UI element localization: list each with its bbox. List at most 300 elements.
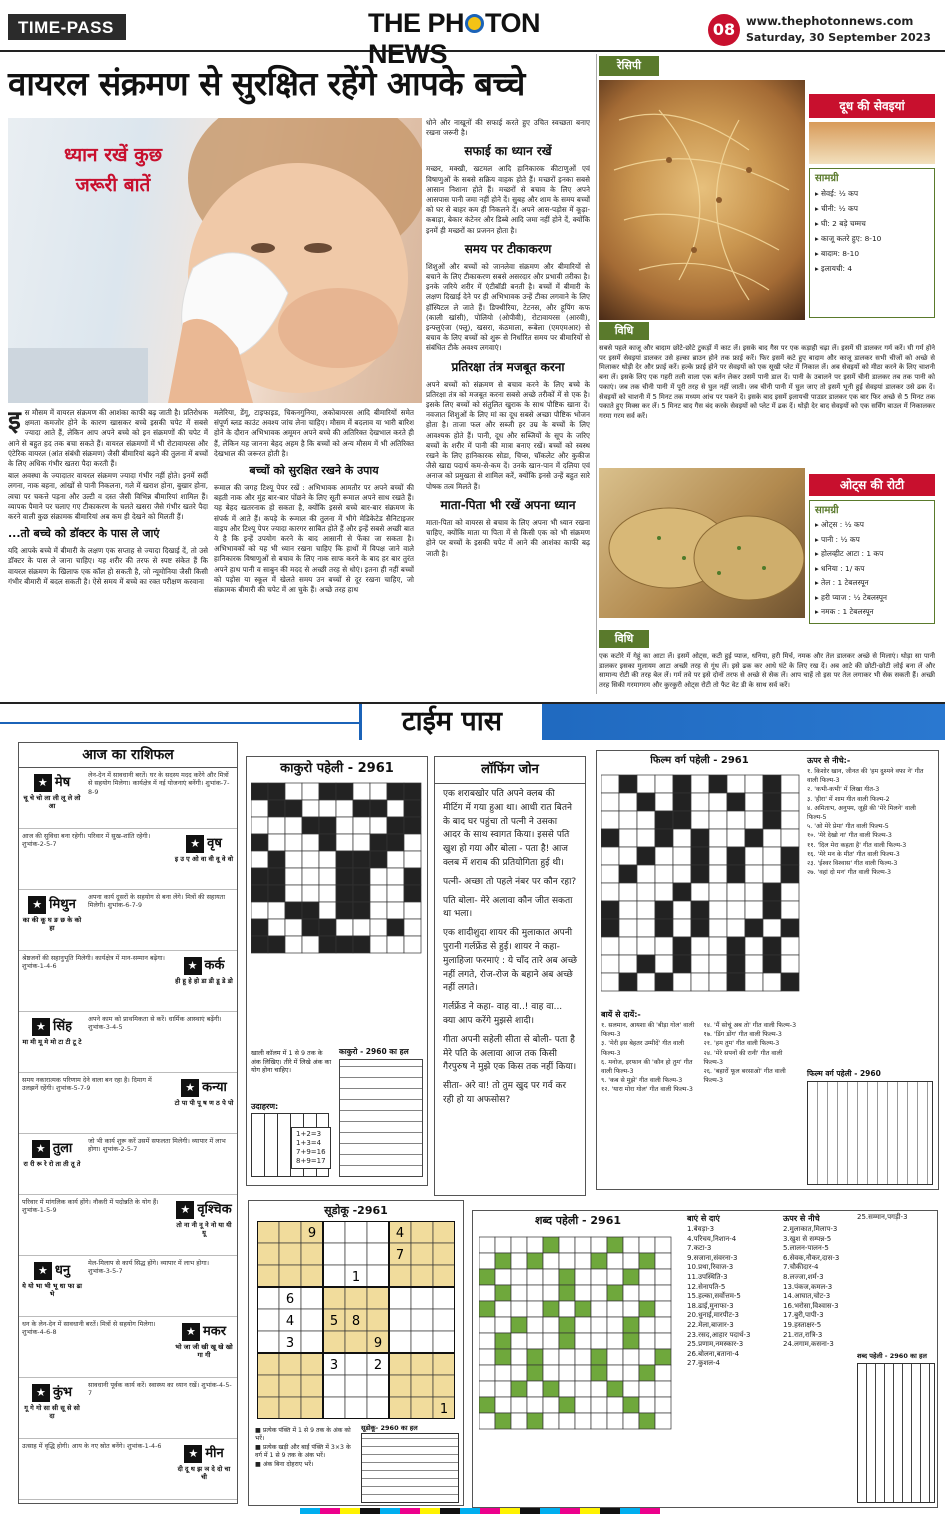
sudoku-cell[interactable] bbox=[323, 1265, 345, 1287]
sudoku-cell[interactable] bbox=[411, 1331, 433, 1353]
rashi-row bbox=[19, 1256, 237, 1317]
shabd-empty-cell[interactable] bbox=[527, 1301, 543, 1317]
sudoku-cell[interactable] bbox=[411, 1309, 433, 1331]
kakuro-empty-cell[interactable] bbox=[370, 936, 387, 953]
shabd-empty-cell[interactable] bbox=[655, 1285, 671, 1301]
film-empty-cell[interactable] bbox=[619, 937, 637, 955]
shabd-empty-cell[interactable] bbox=[575, 1349, 591, 1365]
film-empty-cell[interactable] bbox=[745, 847, 763, 865]
film-empty-cell[interactable] bbox=[619, 955, 637, 973]
rashi-name: कर्क bbox=[204, 958, 225, 973]
sudoku-cell[interactable] bbox=[257, 1331, 279, 1353]
film-empty-cell[interactable] bbox=[745, 775, 763, 793]
sudoku-cell[interactable] bbox=[345, 1375, 367, 1397]
shabd-empty-cell[interactable] bbox=[559, 1349, 575, 1365]
kakuro-empty-cell[interactable] bbox=[251, 817, 268, 834]
rashi-letters: ये यो भा भी भू धा फा ढा भे bbox=[22, 1282, 82, 1298]
shabd-empty-cell[interactable] bbox=[495, 1237, 511, 1253]
film-empty-cell[interactable] bbox=[745, 793, 763, 811]
shabd-empty-cell[interactable] bbox=[479, 1237, 495, 1253]
film-black-cell bbox=[763, 811, 781, 829]
film-empty-cell[interactable] bbox=[691, 937, 709, 955]
shabd-empty-cell[interactable] bbox=[655, 1413, 671, 1429]
shabd-empty-cell[interactable] bbox=[511, 1397, 527, 1413]
kakuro-empty-cell[interactable] bbox=[336, 800, 353, 817]
film-empty-cell[interactable] bbox=[655, 793, 673, 811]
film-empty-cell[interactable] bbox=[655, 937, 673, 955]
shabd-green-cell bbox=[527, 1413, 543, 1429]
shabd-empty-cell[interactable] bbox=[527, 1333, 543, 1349]
sudoku-cell[interactable] bbox=[433, 1331, 455, 1353]
kakuro-empty-cell[interactable] bbox=[268, 834, 285, 851]
kakuro-empty-cell[interactable] bbox=[336, 834, 353, 851]
shabd-empty-cell[interactable] bbox=[511, 1349, 527, 1365]
film-empty-cell[interactable] bbox=[763, 829, 781, 847]
shabd-empty-cell[interactable] bbox=[623, 1381, 639, 1397]
sudoku-cell[interactable] bbox=[323, 1243, 345, 1265]
kakuro-empty-cell[interactable] bbox=[319, 800, 336, 817]
shabd-empty-cell[interactable] bbox=[575, 1317, 591, 1333]
shabd-empty-cell[interactable] bbox=[527, 1237, 543, 1253]
shabd-empty-cell[interactable] bbox=[655, 1317, 671, 1333]
film-empty-cell[interactable] bbox=[727, 775, 745, 793]
film-empty-cell[interactable] bbox=[709, 973, 727, 991]
shabd-empty-cell[interactable] bbox=[639, 1381, 655, 1397]
shabd-empty-cell[interactable] bbox=[495, 1365, 511, 1381]
kakuro-empty-cell[interactable] bbox=[404, 851, 421, 868]
shabd-empty-cell[interactable] bbox=[527, 1317, 543, 1333]
kakuro-empty-cell[interactable] bbox=[251, 902, 268, 919]
shabd-empty-cell[interactable] bbox=[639, 1269, 655, 1285]
film-empty-cell[interactable] bbox=[655, 865, 673, 883]
shabd-empty-cell[interactable] bbox=[591, 1381, 607, 1397]
film-empty-cell[interactable] bbox=[637, 775, 655, 793]
kakuro-empty-cell[interactable] bbox=[268, 902, 285, 919]
kakuro-empty-cell[interactable] bbox=[370, 817, 387, 834]
shabd-empty-cell[interactable] bbox=[479, 1285, 495, 1301]
sudoku-cell bbox=[279, 1375, 301, 1397]
kakuro-empty-cell[interactable] bbox=[285, 919, 302, 936]
shabd-empty-cell[interactable] bbox=[607, 1333, 623, 1349]
sudoku-given: 7 bbox=[395, 1248, 405, 1263]
film-black-cell bbox=[673, 775, 691, 793]
film-empty-cell[interactable] bbox=[601, 865, 619, 883]
sudoku-cell bbox=[257, 1353, 279, 1375]
film-empty-cell[interactable] bbox=[637, 829, 655, 847]
film-empty-cell[interactable] bbox=[763, 919, 781, 937]
film-empty-cell[interactable] bbox=[727, 919, 745, 937]
shabd-empty-cell[interactable] bbox=[575, 1381, 591, 1397]
film-empty-cell[interactable] bbox=[601, 937, 619, 955]
shabd-empty-cell[interactable] bbox=[543, 1397, 559, 1413]
film-empty-cell[interactable] bbox=[637, 883, 655, 901]
shabd-empty-cell[interactable] bbox=[527, 1397, 543, 1413]
shabd-clue-down: 5.लालन-पालन-5 bbox=[783, 1244, 829, 1253]
shabd-empty-cell[interactable] bbox=[543, 1253, 559, 1269]
kakuro-empty-cell[interactable] bbox=[387, 800, 404, 817]
film-empty-cell[interactable] bbox=[619, 829, 637, 847]
kakuro-clue-cell bbox=[353, 800, 370, 817]
kakuro-empty-cell[interactable] bbox=[387, 868, 404, 885]
rashi-sign-block bbox=[19, 1378, 85, 1438]
film-empty-cell[interactable] bbox=[781, 883, 799, 901]
shabd-empty-cell[interactable] bbox=[591, 1301, 607, 1317]
shabd-empty-cell[interactable] bbox=[527, 1285, 543, 1301]
sudoku-cell[interactable] bbox=[257, 1309, 279, 1331]
film-empty-cell[interactable] bbox=[727, 901, 745, 919]
shabd-empty-cell[interactable] bbox=[655, 1397, 671, 1413]
shabd-empty-cell[interactable] bbox=[655, 1365, 671, 1381]
film-empty-cell[interactable] bbox=[619, 883, 637, 901]
film-empty-cell[interactable] bbox=[637, 865, 655, 883]
film-empty-cell[interactable] bbox=[691, 955, 709, 973]
sudoku-cell[interactable] bbox=[323, 1397, 345, 1419]
kakuro-empty-cell[interactable] bbox=[370, 868, 387, 885]
kakuro-empty-cell[interactable] bbox=[387, 936, 404, 953]
film-empty-cell[interactable] bbox=[745, 955, 763, 973]
shabd-empty-cell[interactable] bbox=[575, 1253, 591, 1269]
kakuro-empty-cell[interactable] bbox=[370, 885, 387, 902]
film-empty-cell[interactable] bbox=[781, 937, 799, 955]
shabd-empty-cell[interactable] bbox=[511, 1413, 527, 1429]
shabd-empty-cell[interactable] bbox=[639, 1333, 655, 1349]
kakuro-empty-cell[interactable] bbox=[268, 817, 285, 834]
film-empty-cell[interactable] bbox=[655, 883, 673, 901]
shabd-empty-cell[interactable] bbox=[591, 1317, 607, 1333]
kakuro-empty-cell[interactable] bbox=[251, 800, 268, 817]
shabd-empty-cell[interactable] bbox=[495, 1301, 511, 1317]
kakuro-empty-cell[interactable] bbox=[353, 783, 370, 800]
shabd-empty-cell[interactable] bbox=[511, 1269, 527, 1285]
sudoku-cell[interactable] bbox=[345, 1397, 367, 1419]
shabd-empty-cell[interactable] bbox=[607, 1269, 623, 1285]
sudoku-cell[interactable] bbox=[345, 1353, 367, 1375]
shabd-empty-cell[interactable] bbox=[655, 1301, 671, 1317]
shabd-empty-cell[interactable] bbox=[655, 1333, 671, 1349]
shabd-empty-cell[interactable] bbox=[527, 1269, 543, 1285]
film-empty-cell[interactable] bbox=[673, 919, 691, 937]
kakuro-empty-cell[interactable] bbox=[285, 885, 302, 902]
kakuro-empty-cell[interactable] bbox=[319, 902, 336, 919]
shabd-empty-cell[interactable] bbox=[495, 1269, 511, 1285]
film-empty-cell[interactable] bbox=[691, 811, 709, 829]
sudoku-cell[interactable] bbox=[301, 1331, 323, 1353]
film-empty-cell[interactable] bbox=[709, 955, 727, 973]
shabd-empty-cell[interactable] bbox=[639, 1397, 655, 1413]
film-empty-cell[interactable] bbox=[745, 901, 763, 919]
film-empty-cell[interactable] bbox=[781, 901, 799, 919]
shabd-empty-cell[interactable] bbox=[607, 1317, 623, 1333]
kakuro-empty-cell[interactable] bbox=[285, 834, 302, 851]
film-empty-cell[interactable] bbox=[637, 901, 655, 919]
shabd-empty-cell[interactable] bbox=[511, 1253, 527, 1269]
kakuro-empty-cell[interactable] bbox=[370, 783, 387, 800]
shabd-empty-cell[interactable] bbox=[495, 1317, 511, 1333]
kakuro-empty-cell[interactable] bbox=[387, 885, 404, 902]
shabd-empty-cell[interactable] bbox=[543, 1333, 559, 1349]
shabd-empty-cell[interactable] bbox=[639, 1285, 655, 1301]
shabd-empty-cell[interactable] bbox=[655, 1237, 671, 1253]
shabd-empty-cell[interactable] bbox=[543, 1349, 559, 1365]
shabd-empty-cell[interactable] bbox=[559, 1253, 575, 1269]
shabd-empty-cell[interactable] bbox=[623, 1237, 639, 1253]
kakuro-empty-cell[interactable] bbox=[268, 919, 285, 936]
film-empty-cell[interactable] bbox=[619, 793, 637, 811]
shabd-empty-cell[interactable] bbox=[575, 1365, 591, 1381]
ingredient-item: ▸ सेवई: ½ कप bbox=[815, 189, 859, 198]
shabd-empty-cell[interactable] bbox=[623, 1301, 639, 1317]
kakuro-empty-cell[interactable] bbox=[370, 919, 387, 936]
film-empty-cell[interactable] bbox=[601, 811, 619, 829]
kakuro-empty-cell[interactable] bbox=[404, 919, 421, 936]
shabd-empty-cell[interactable] bbox=[639, 1237, 655, 1253]
shabd-empty-cell[interactable] bbox=[607, 1301, 623, 1317]
shabd-empty-cell[interactable] bbox=[623, 1285, 639, 1301]
kakuro-empty-cell[interactable] bbox=[336, 919, 353, 936]
shabd-empty-cell[interactable] bbox=[527, 1381, 543, 1397]
film-empty-cell[interactable] bbox=[727, 883, 745, 901]
shabd-empty-cell[interactable] bbox=[559, 1301, 575, 1317]
film-empty-cell[interactable] bbox=[619, 811, 637, 829]
shabd-empty-cell[interactable] bbox=[639, 1349, 655, 1365]
shabd-empty-cell[interactable] bbox=[607, 1365, 623, 1381]
kakuro-empty-cell[interactable] bbox=[387, 851, 404, 868]
shabd-empty-cell[interactable] bbox=[495, 1397, 511, 1413]
film-empty-cell[interactable] bbox=[655, 955, 673, 973]
shabd-empty-cell[interactable] bbox=[591, 1333, 607, 1349]
shabd-empty-cell[interactable] bbox=[607, 1349, 623, 1365]
kakuro-empty-cell[interactable] bbox=[302, 800, 319, 817]
film-empty-cell[interactable] bbox=[709, 865, 727, 883]
shabd-empty-cell[interactable] bbox=[543, 1413, 559, 1429]
kakuro-empty-cell[interactable] bbox=[285, 936, 302, 953]
shabd-empty-cell[interactable] bbox=[623, 1413, 639, 1429]
film-empty-cell[interactable] bbox=[745, 865, 763, 883]
kakuro-empty-cell[interactable] bbox=[336, 817, 353, 834]
film-empty-cell[interactable] bbox=[709, 919, 727, 937]
shabd-empty-cell[interactable] bbox=[591, 1285, 607, 1301]
film-empty-cell[interactable] bbox=[727, 811, 745, 829]
film-empty-cell[interactable] bbox=[709, 829, 727, 847]
shabd-empty-cell[interactable] bbox=[607, 1413, 623, 1429]
sudoku-cell[interactable] bbox=[367, 1221, 389, 1243]
kakuro-empty-cell[interactable] bbox=[387, 902, 404, 919]
film-empty-cell[interactable] bbox=[709, 793, 727, 811]
film-empty-cell[interactable] bbox=[601, 883, 619, 901]
kakuro-empty-cell[interactable] bbox=[285, 868, 302, 885]
shabd-empty-cell[interactable] bbox=[575, 1333, 591, 1349]
shabd-empty-cell[interactable] bbox=[479, 1333, 495, 1349]
kakuro-empty-cell[interactable] bbox=[285, 783, 302, 800]
film-empty-cell[interactable] bbox=[709, 847, 727, 865]
film-empty-cell[interactable] bbox=[673, 973, 691, 991]
kakuro-empty-cell[interactable] bbox=[319, 868, 336, 885]
film-empty-cell[interactable] bbox=[601, 847, 619, 865]
kakuro-empty-cell[interactable] bbox=[302, 783, 319, 800]
sudoku-cell[interactable] bbox=[345, 1221, 367, 1243]
sudoku-cell[interactable] bbox=[389, 1331, 411, 1353]
film-empty-cell[interactable] bbox=[619, 919, 637, 937]
kakuro-empty-cell[interactable] bbox=[370, 902, 387, 919]
shabd-empty-cell[interactable] bbox=[623, 1349, 639, 1365]
shabd-empty-cell[interactable] bbox=[575, 1413, 591, 1429]
kakuro-empty-cell[interactable] bbox=[404, 902, 421, 919]
shabd-empty-cell[interactable] bbox=[495, 1381, 511, 1397]
film-empty-cell[interactable] bbox=[709, 901, 727, 919]
shabd-empty-cell[interactable] bbox=[559, 1237, 575, 1253]
shabd-empty-cell[interactable] bbox=[479, 1253, 495, 1269]
kakuro-clue-cell bbox=[268, 851, 285, 868]
kakuro-empty-cell[interactable] bbox=[302, 868, 319, 885]
kakuro-title: काकुरो पहेली - 2961 bbox=[280, 761, 394, 776]
kakuro-empty-cell[interactable] bbox=[302, 834, 319, 851]
film-empty-cell[interactable] bbox=[673, 847, 691, 865]
sudoku-cell[interactable] bbox=[323, 1221, 345, 1243]
film-empty-cell[interactable] bbox=[763, 847, 781, 865]
film-empty-cell[interactable] bbox=[745, 973, 763, 991]
sudoku-cell[interactable] bbox=[389, 1287, 411, 1309]
sudoku-cell[interactable] bbox=[367, 1375, 389, 1397]
sudoku-cell[interactable] bbox=[433, 1309, 455, 1331]
shabd-empty-cell[interactable] bbox=[511, 1285, 527, 1301]
film-empty-cell[interactable] bbox=[763, 865, 781, 883]
shabd-empty-cell[interactable] bbox=[543, 1285, 559, 1301]
sudoku-cell[interactable] bbox=[301, 1287, 323, 1309]
sudoku-cell[interactable] bbox=[345, 1243, 367, 1265]
kakuro-empty-cell[interactable] bbox=[302, 851, 319, 868]
sudoku-cell[interactable] bbox=[301, 1309, 323, 1331]
shabd-empty-cell[interactable] bbox=[591, 1237, 607, 1253]
shabd-empty-cell[interactable] bbox=[511, 1333, 527, 1349]
shabd-empty-cell[interactable] bbox=[575, 1285, 591, 1301]
shabd-empty-cell[interactable] bbox=[479, 1381, 495, 1397]
shabd-empty-cell[interactable] bbox=[623, 1365, 639, 1381]
kakuro-empty-cell[interactable] bbox=[251, 851, 268, 868]
paper-logo bbox=[368, 8, 596, 69]
shabd-empty-cell[interactable] bbox=[591, 1397, 607, 1413]
film-empty-cell[interactable] bbox=[655, 847, 673, 865]
film-empty-cell[interactable] bbox=[727, 829, 745, 847]
shabd-empty-cell[interactable] bbox=[543, 1317, 559, 1333]
film-empty-cell[interactable] bbox=[637, 811, 655, 829]
sudoku-cell[interactable] bbox=[389, 1309, 411, 1331]
kakuro-empty-cell[interactable] bbox=[353, 919, 370, 936]
shabd-empty-cell[interactable] bbox=[479, 1413, 495, 1429]
shabd-empty-cell[interactable] bbox=[479, 1365, 495, 1381]
film-empty-cell[interactable] bbox=[637, 973, 655, 991]
shabd-empty-cell[interactable] bbox=[639, 1317, 655, 1333]
shabd-empty-cell[interactable] bbox=[575, 1397, 591, 1413]
film-empty-cell[interactable] bbox=[709, 937, 727, 955]
shabd-empty-cell[interactable] bbox=[623, 1253, 639, 1269]
shabd-empty-cell[interactable] bbox=[479, 1317, 495, 1333]
shabd-empty-cell[interactable] bbox=[559, 1413, 575, 1429]
shabd-empty-cell[interactable] bbox=[511, 1237, 527, 1253]
shabd-empty-cell[interactable] bbox=[607, 1253, 623, 1269]
film-empty-cell[interactable] bbox=[601, 973, 619, 991]
shabd-green-cell bbox=[479, 1301, 495, 1317]
shabd-empty-cell[interactable] bbox=[607, 1397, 623, 1413]
kakuro-empty-cell[interactable] bbox=[302, 885, 319, 902]
film-empty-cell[interactable] bbox=[637, 937, 655, 955]
sudoku-cell[interactable] bbox=[257, 1287, 279, 1309]
website-link[interactable]: www.thephotonnews.com bbox=[746, 14, 914, 28]
kakuro-empty-cell[interactable] bbox=[319, 851, 336, 868]
kakuro-grid bbox=[251, 781, 423, 1041]
shabd-empty-cell[interactable] bbox=[543, 1269, 559, 1285]
film-empty-cell[interactable] bbox=[673, 901, 691, 919]
kakuro-empty-cell[interactable] bbox=[353, 817, 370, 834]
shabd-empty-cell[interactable] bbox=[575, 1237, 591, 1253]
kakuro-empty-cell[interactable] bbox=[319, 885, 336, 902]
film-empty-cell[interactable] bbox=[745, 937, 763, 955]
film-empty-cell[interactable] bbox=[655, 775, 673, 793]
film-empty-cell[interactable] bbox=[709, 811, 727, 829]
film-empty-cell[interactable] bbox=[619, 901, 637, 919]
film-empty-cell[interactable] bbox=[745, 811, 763, 829]
shabd-empty-cell[interactable] bbox=[543, 1365, 559, 1381]
film-empty-cell[interactable] bbox=[673, 829, 691, 847]
film-empty-cell[interactable] bbox=[781, 829, 799, 847]
film-empty-cell[interactable] bbox=[763, 973, 781, 991]
rashi-letters: का की कू घ ङ छ के को हा bbox=[22, 916, 82, 932]
shabd-empty-cell[interactable] bbox=[655, 1269, 671, 1285]
shabd-empty-cell[interactable] bbox=[479, 1349, 495, 1365]
film-empty-cell[interactable] bbox=[601, 955, 619, 973]
shabd-empty-cell[interactable] bbox=[511, 1301, 527, 1317]
kakuro-empty-cell[interactable] bbox=[302, 936, 319, 953]
film-empty-cell[interactable] bbox=[601, 775, 619, 793]
sudoku-cell[interactable] bbox=[367, 1265, 389, 1287]
film-empty-cell[interactable] bbox=[709, 883, 727, 901]
film-empty-cell[interactable] bbox=[619, 847, 637, 865]
film-empty-cell[interactable] bbox=[781, 793, 799, 811]
sudoku-cell[interactable] bbox=[323, 1375, 345, 1397]
sudoku-cell[interactable] bbox=[433, 1287, 455, 1309]
shabd-empty-cell[interactable] bbox=[559, 1381, 575, 1397]
rashi-name: वृष bbox=[207, 836, 222, 851]
film-empty-cell[interactable] bbox=[691, 973, 709, 991]
film-empty-cell[interactable] bbox=[691, 775, 709, 793]
film-empty-cell[interactable] bbox=[637, 919, 655, 937]
shabd-empty-cell[interactable] bbox=[591, 1413, 607, 1429]
kakuro-empty-cell[interactable] bbox=[404, 834, 421, 851]
film-empty-cell[interactable] bbox=[745, 883, 763, 901]
film-empty-cell[interactable] bbox=[781, 811, 799, 829]
film-empty-cell[interactable] bbox=[673, 865, 691, 883]
kakuro-empty-cell[interactable] bbox=[353, 834, 370, 851]
kakuro-empty-cell[interactable] bbox=[285, 817, 302, 834]
film-black-cell bbox=[763, 955, 781, 973]
kakuro-empty-cell[interactable] bbox=[285, 851, 302, 868]
sudoku-cell[interactable] bbox=[411, 1287, 433, 1309]
shabd-empty-cell[interactable] bbox=[511, 1365, 527, 1381]
shabd-empty-cell[interactable] bbox=[559, 1365, 575, 1381]
shabd-empty-cell[interactable] bbox=[655, 1253, 671, 1269]
film-empty-cell[interactable] bbox=[691, 793, 709, 811]
shabd-empty-cell[interactable] bbox=[575, 1269, 591, 1285]
film-empty-cell[interactable] bbox=[601, 793, 619, 811]
shabd-empty-cell[interactable] bbox=[655, 1381, 671, 1397]
film-empty-cell[interactable] bbox=[691, 883, 709, 901]
kakuro-empty-cell[interactable] bbox=[404, 936, 421, 953]
film-empty-cell[interactable] bbox=[781, 775, 799, 793]
shabd-empty-cell[interactable] bbox=[591, 1269, 607, 1285]
sudoku-cell[interactable] bbox=[367, 1397, 389, 1419]
film-empty-cell[interactable] bbox=[781, 955, 799, 973]
film-black-cell bbox=[727, 865, 745, 883]
sudoku-cell[interactable] bbox=[367, 1243, 389, 1265]
